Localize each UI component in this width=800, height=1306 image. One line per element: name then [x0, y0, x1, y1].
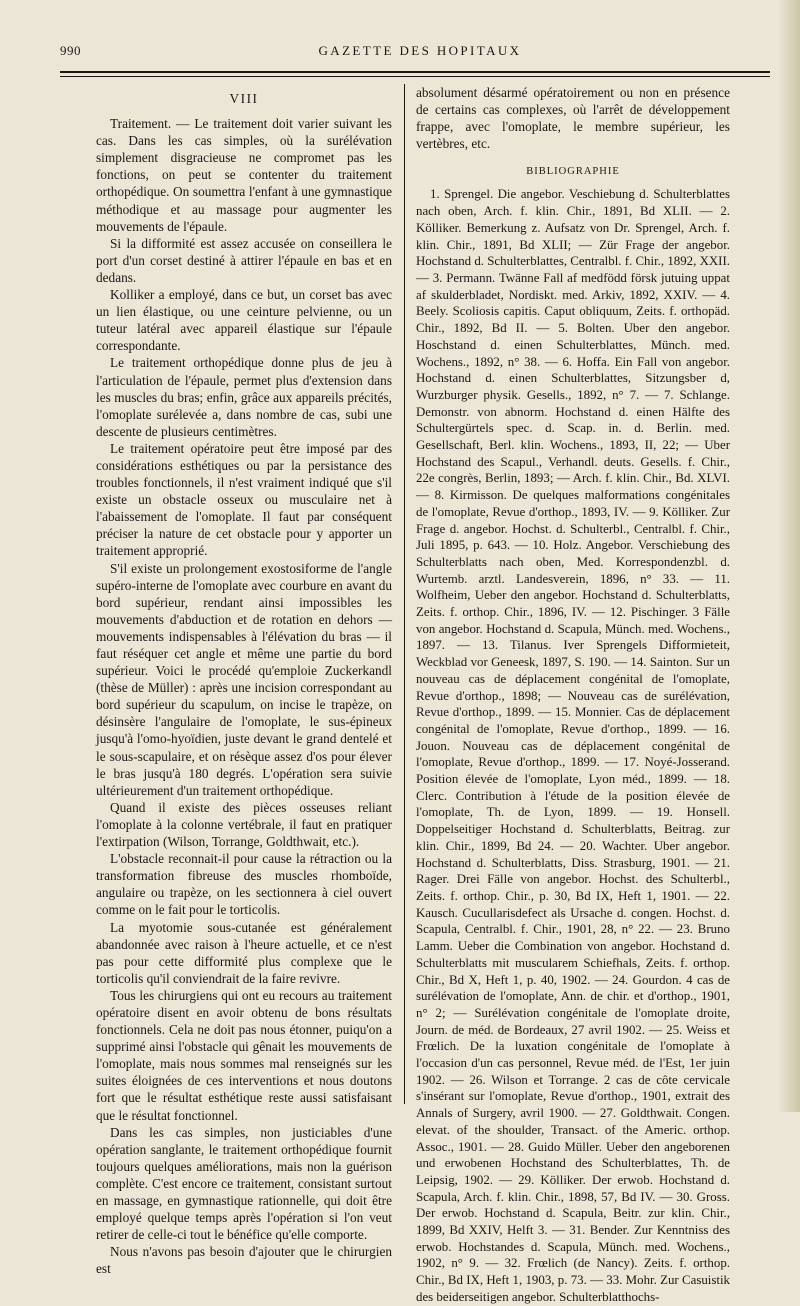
bibliography-list: 1. Sprengel. Die angebor. Veschiebung d. Schulterblattes nach oben, Arch. f. klin. Chir., 1891, Bd XLII. — 2. Kölliker. Bemerkung z. Aufsatz von Dr. Sprengel, Arch. f. klin. Chir., 1891, Bd XLII; — Zür Frage der angebor. Hochstand d. Schulterblattes, Centralbl. f. Chir., 1892, XXII.— 3. Permann. Twänne Fall af medfödd försk jutuing uppat af skulderbladet, Nordiskt. med. Arkiv, 1892, XXIV. — 4. Beely. Scoliosis capitis. Caput obliquum, Zeits. f. orthopäd. Chir., 1892, Bd II. — 5. Bolten. Uber den angebor. Hoschstand d. einen Schulterblattes, Münch. med. Wochens., 1892, n° 38. — 6. Hoffa. Ein Fall von angebor. Hochstand d. einen Schulterblattes, Sitzungsber d, Wurzburger physik. Gesells., 1892, n° 7. — 7. Schlange. Demonstr. von abnorm. Hochstand d. einen Hälfte des Schultergürtels spec. d. Scap. in. d. Berlin. med. Gesellschaft, Berl. klin. Wochens., 1893, II, 22; — Uber Hochstand des Scapul., Verhandl. deuts. Gesells. f. Chir., 22e congrès, Berlin, 1893; — Arch. f. klin. Chir., Bd. XLVI. — 8. Kirmisson. De quelques malformations congénitales de l'omoplate, Revue d'orthop., 1893, IV. — 9. Kölliker. Zur Frage d. angebor. Hochst. d. Schulterbl., Centralbl. f. Chir., Juli 1895, p. 643. — 10. Holz. Angebor. Verschiebung des Schulterblatts nach oben, Med. Korrespondenzbl. d. Wurtemb. arztl. Landesverein, 1896, n° 33. — 11. Wolfheim, Ueber den angebor. Hochstand d. Schulterblatts, Zeits. f. orthop. Chir., 1896, IV. — 12. Pischinger. 3 Fälle von angebor. Hochstand d. Scapula, Münch. med. Wochens., 1897. — 13. Tilanus. Iver Sprengels Difformieteit, Weckblad vor Geneesk, 1897, S. 190. — 14. Sainton. Sur un nouveau cas de déplacement congénital de l'omoplate, Revue d'orthop., 1898; — Nouveau cas de surélévation, Revue d'orthop., 1899. — 15. Monnier. Cas de déplacement congénital de l'omoplate, Revue d'orthop., 1899. — 16. Jouon. Nouveau cas de déplacement congénital de l'omoplate, Revue d'orthop., 1899. — 17. Noyé-Josserand. Position élevée de l'omoplate, Lyon méd., 1899. — 18. Clerc. Contribution à l'étude de la position élevée de l'omoplate, Th. de Lyon, 1899. — 19. Honsell. Doppelseitiger Hochstand d. Schulterblatts, Beitrag. zur klin. Chir., 1899, Bd 24. — 20. Wachter. Uber angebor. Hochstand d. Schulterblatts, Diss. Strasburg, 1901. — 21. Rager. Drei Fälle von angebor. Hochst. des Schulterbl., Zeits. f. orthop. Chir., p. 30, Bd IX, Heft 1, 1901. — 22. Kausch. Cucullarisdefect als Ursache d. congen. Hochst. d. Scapula, Centralbl. f. Chir., 1901, 28, n° 22. — 23. Bruno Lamm. Ueber die Combination von angebor. Hochstand d. Schulterblatts mit muscularem Schiefhals, Zeits. f. orthop. Chir., Bd X, Heft 1, p. 40, 1902. — 24. Gourdon. 4 cas de surélévation de l'omoplate, Ann. de chir. et d'orthop., 1901, n° 2; — Surélévation congénitale de l'omoplate droite, Journ. de méd. de Bordeaux, 27 avril 1902. — 25. Weiss et Frœlich. De la luxation congénitale de l'omoplate à l'occasion d'un cas personnel, Revue méd. de l'Est, 1er juin 1902. — 26. Wilson et Torrange. 2 cas de côte cervicale s'insérant sur l'omoplate, Revue d'orthop., 1901, extrait des Annals of Surgery, avril 1900. — 27. Goldthwait. Congen. elevat. of the shoulder, Transact. of the Americ. orthop. Assoc., 1901. — 28. Guido Müller. Ueber den angeborenen und erwobenen Hochstand des Schulterblattes, Th. de Leipsig, 1902. — 29. Kölliker. Der erwob. Hochstand d. Scapula, Arch. f. klin. Chir., 1898, 57, Bd IV. — 30. Gross. Der erwob. Hochstand d. Scapula, Beitr. zur klin. Chir., 1899, Bd XXIV, Helft 3. — 31. Bender. Zur Kenntniss des erwob. Hochstandes d. Scapula, Münch. med. Wochens., 1902, n° 9. — 32. Frœlich (de Nancy). Zeits. f. orthop. Chir., Bd IX, Heft 1, 1903, p. 73. — 33. Mohr. Zur Casuistik des beiderseitigen angebor. Schulterblatthochs- [416, 187, 730, 1304]
paragraph-muscle-retraction: L'obstacle reconnait-il pour cause la rétraction ou la transformation fibreuse des muscles rhomboïde, angulaire ou trapèze, on les sectionnera à ciel ouvert comme on le fait pour le torticolis. [96, 851, 392, 918]
continuation-paragraph: absolument désarmé opératoirement ou non en présence de certains cas complexes, où l'arrêt de développement frappe, avec l'omoplate, le membre supérieur, les vertèbres, etc. [416, 85, 730, 152]
paragraph-kolliker: Kolliker a employé, dans ce but, un corset bas avec un lien élastique, ou une ceinture pelvienne, ou un tuteur latéral avec appareil élastique sur l'épaule correspondante. [96, 287, 392, 354]
paragraph-corset: Si la difformité est assez accusée on conseillera le port d'un corset destiné à attirer l'épaule en bas et en dedans. [96, 235, 392, 285]
running-header [60, 40, 770, 64]
bibliography-heading: BIBLIOGRAPHIE [526, 166, 620, 178]
paragraph-closing: Nous n'avons pas besoin d'ajouter que le chirurgien est [96, 1244, 392, 1277]
header-rule-thick [60, 71, 770, 73]
paragraph-simple-cases: Dans les cas simples, non justiciables d'une opération sanglante, le traitement orthopédique fournit toujours quelques améliorations, mais non la guérison complète. C'est encore ce traitement, consistant surtout en massage, en gymnastique rationnelle, qui doit être employé quelque temps après l'opération si l'on veut retirer de celle-ci tout le bénéfice qu'elle comporte. [96, 1124, 392, 1243]
section-number: VIII [229, 91, 259, 106]
journal-title: GAZETTE DES HOPITAUX [318, 43, 522, 58]
paragraph-myotomy: La myotomie sous-cutanée est généralement abandonnée avec raison à l'heure actuelle, et ce n'est pas pour cette difformité plus complexe que le torticolis qu'il conviendrait de la faire revivre. [96, 919, 392, 986]
page-edge-shading [778, 0, 800, 1112]
page-number: 990 [60, 43, 81, 58]
column-divider [404, 84, 405, 1104]
right-column [416, 84, 730, 1304]
paragraph-results: Tous les chirurgiens qui ont eu recours au traitement opératoire disent en avoir obtenu de bons résultats fonctionnels. Cela ne doit pas nous étonner, puiqu'on a supprimé ainsi l'obstacle qui gênait les mouvements de l'omoplate, mais nous sommes mal renseignés sur les suites éloignées de ces interventions et nous doutons fort que le résultat esthétique reste aussi satisfaisant que le résultat fonctionnel. [96, 987, 392, 1123]
paragraph-treatment: Traitement. — Le traitement doit varier suivant les cas. Dans les cas simples, où la surélévation simplement disgracieuse ne compromet pas les fonctions, on peut se contenter du traitement orthopédique. On soumettra l'enfant à une gymnastique méthodique et au massage pour augmenter les mouvements de l'épaule. [96, 116, 392, 234]
paragraph-operative: Le traitement opératoire peut être imposé par des considérations esthétiques ou par la persistance des troubles fonctionnels, il n'est vraiment indiqué que s'il existe un obstacle osseux ou musculaire net à l'abaissement de l'omoplate. Il faut par conséquent préciser la nature de cet obstacle pour y apporter un traitement approprié. [96, 440, 392, 559]
header-rule-thin [60, 76, 770, 77]
left-column [96, 84, 392, 1277]
paragraph-exostosis: S'il existe un prolongement exostosiforme de l'angle supéro-interne de l'omoplate avec courbure en avant du bord supérieur, rendant ainsi impossibles les mouvements d'abduction et de rotation en dehors — mouvements indispensables à l'élévation du bras — il faut réséquer cet angle et même une partie du bord supérieur. Voici le procédé qu'emploie Zuckerkandl (thèse de Müller) : après une incision correspondant au bord supérieur du scapulum, on incise le trapèze, on désinsère l'angulaire de l'omoplate, le sus-épineux jusqu'à l'omo-hyoïdien, juste devant le grand dentelé et le sous-scapulaire, et on résèque assez d'os pour élever le bras jusqu'à 180 degrés. L'opération sera suivie ultérieurement d'un traitement orthopédique. [96, 560, 392, 798]
paragraph-orthopedic: Le traitement orthopédique donne plus de jeu à l'articulation de l'épaule, permet plus d'extension dans les muscles du bras; enfin, grâce aux appareils précités, l'omoplate surélevée a, dans nombre de cas, subi une descente de plusieurs centimètres. [96, 355, 392, 439]
paragraph-bone-pieces: Quand il existe des pièces osseuses reliant l'omoplate à la colonne vertébrale, il faut en pratiquer l'extirpation (Wilson, Torrange, Goldthwait, etc.). [96, 799, 392, 850]
